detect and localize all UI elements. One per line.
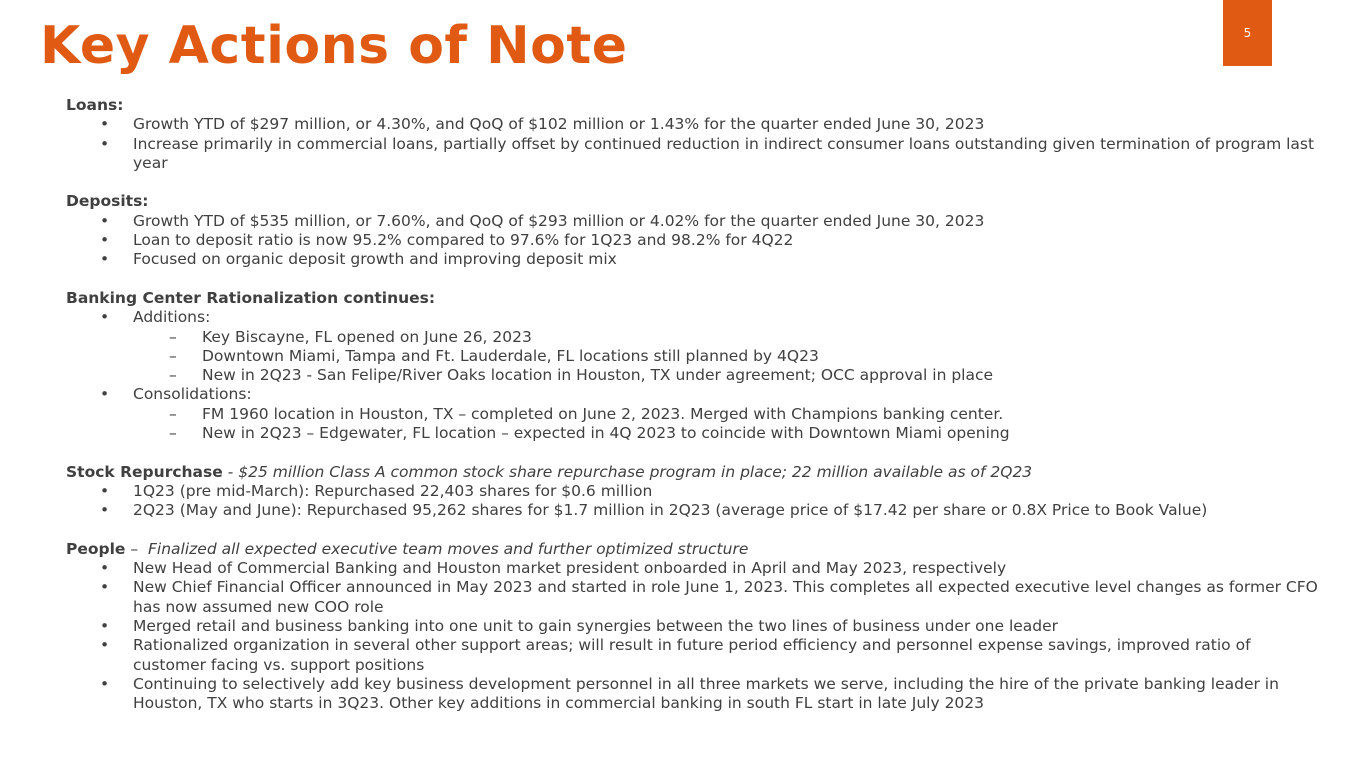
list-item-text: New Chief Financial Officer announced in May 2023 and started in role June 1, 2023. This completes all expected executive level changes as former CFO has now assumed new COO role	[133, 578, 1318, 616]
sub-list-item	[66, 366, 1326, 385]
dash-marker: –	[169, 404, 177, 423]
heading-separator: -	[222, 462, 239, 481]
loans-section	[66, 96, 1326, 173]
bullet-marker: •	[100, 134, 110, 153]
sub-list-item	[66, 405, 1326, 424]
additions-label: Additions:	[133, 308, 211, 327]
banking-center-heading: Banking Center Rationalization continues:	[66, 288, 436, 307]
bullet-marker: •	[100, 501, 110, 520]
sub-list-item-text: Downtown Miami, Tampa and Ft. Lauderdale, FL locations still planned by 4Q23	[202, 346, 819, 365]
dash-marker: –	[169, 327, 177, 346]
people-tagline: Finalized all expected executive team moves and further optimized structure	[147, 539, 749, 558]
bullet-marker: •	[100, 578, 110, 597]
list-item-text: Increase primarily in commercial loans, partially offset by continued reduction in indirect consumer loans outstanding given termination of program last year	[133, 134, 1315, 172]
people-section	[66, 540, 1326, 714]
deposits-section	[66, 192, 1326, 269]
sub-list-item	[66, 424, 1326, 443]
list-item	[66, 231, 1326, 250]
list-item	[66, 115, 1326, 134]
list-item-text: Growth YTD of $297 million, or 4.30%, and QoQ of $102 million or 1.43% for the quarter ended June 30, 2023	[133, 115, 985, 134]
list-item	[66, 385, 1326, 404]
stock-repurchase-tagline: $25 million Class A common stock share repurchase program in place; 22 million available as of 2Q23	[238, 462, 1033, 481]
list-item	[66, 308, 1326, 327]
list-item-text: 2Q23 (May and June): Repurchased 95,262 shares for $1.7 million in 2Q23 (average price of $17.42 per share or 0.8X Price to Book Value)	[133, 501, 1208, 520]
bullet-marker: •	[100, 231, 110, 250]
slide-title: Key Actions of Note	[40, 16, 628, 76]
bullet-marker: •	[100, 636, 110, 655]
list-item	[66, 675, 1326, 714]
bullet-marker: •	[100, 481, 110, 500]
bullet-marker: •	[100, 115, 110, 134]
list-item-text: Continuing to selectively add key business development personnel in all three markets we serve, including the hire of the private banking leader in Houston, TX who starts in 3Q23. Other key additions in commercial banking in south FL start in late July 2023	[133, 674, 1279, 713]
people-header	[66, 540, 1326, 559]
bullet-marker: •	[100, 308, 110, 327]
list-item	[66, 578, 1326, 617]
list-item-text: Merged retail and business banking into one unit to gain synergies between the two lines of business under one leader	[133, 617, 1059, 636]
dash-marker: –	[169, 366, 177, 385]
dash-marker: –	[169, 424, 177, 443]
sub-list-item-text: Key Biscayne, FL opened on June 26, 2023	[202, 327, 532, 346]
list-item	[66, 636, 1326, 675]
list-item	[66, 482, 1326, 501]
loans-heading: Loans:	[66, 96, 124, 114]
list-item-text: Focused on organic deposit growth and improving deposit mix	[133, 250, 617, 269]
list-item-text: Loan to deposit ratio is now 95.2% compared to 97.6% for 1Q23 and 98.2% for 4Q22	[133, 231, 794, 250]
bullet-marker: •	[100, 617, 110, 636]
heading-separator: –	[125, 539, 148, 558]
bullet-marker: •	[100, 211, 110, 230]
list-item	[66, 617, 1326, 636]
sub-list-item-text: New in 2Q23 – Edgewater, FL location – expected in 4Q 2023 to coincide with Downtown Miami opening	[202, 424, 1010, 443]
banking-center-section	[66, 289, 1326, 443]
sub-list-item	[66, 328, 1326, 347]
list-item	[66, 135, 1326, 174]
bullet-marker: •	[100, 674, 110, 693]
consolidations-label: Consolidations:	[133, 385, 252, 404]
list-item-text: New Head of Commercial Banking and Houston market president onboarded in April and May 2023, respectively	[133, 559, 1007, 578]
sub-list-item-text: New in 2Q23 - San Felipe/River Oaks location in Houston, TX under agreement; OCC approval in place	[202, 366, 994, 385]
bullet-marker: •	[100, 559, 110, 578]
stock-repurchase-heading: Stock Repurchase	[66, 462, 223, 481]
page-number: 5	[1243, 26, 1252, 40]
list-item-text: Rationalized organization in several other support areas; will result in future period efficiency and personnel expense savings, improved ratio of customer facing vs. support positions	[133, 636, 1251, 674]
slide-content	[66, 96, 1326, 733]
list-item-text: 1Q23 (pre mid-March): Repurchased 22,403 shares for $0.6 million	[133, 481, 653, 500]
stock-repurchase-header	[66, 463, 1326, 482]
sub-list-item-text: FM 1960 location in Houston, TX – completed on June 2, 2023. Merged with Champions banking center.	[202, 404, 1004, 423]
deposits-heading: Deposits:	[66, 192, 149, 211]
dash-marker: –	[169, 346, 177, 365]
stock-repurchase-section	[66, 463, 1326, 521]
page-number-badge	[1223, 0, 1272, 66]
people-heading: People	[66, 539, 126, 558]
list-item	[66, 212, 1326, 231]
list-item-text: Growth YTD of $535 million, or 7.60%, and QoQ of $293 million or 4.02% for the quarter ended June 30, 2023	[133, 211, 985, 230]
list-item	[66, 501, 1326, 520]
bullet-marker: •	[100, 250, 110, 269]
bullet-marker: •	[100, 385, 110, 404]
list-item	[66, 559, 1326, 578]
list-item	[66, 250, 1326, 269]
sub-list-item	[66, 347, 1326, 366]
